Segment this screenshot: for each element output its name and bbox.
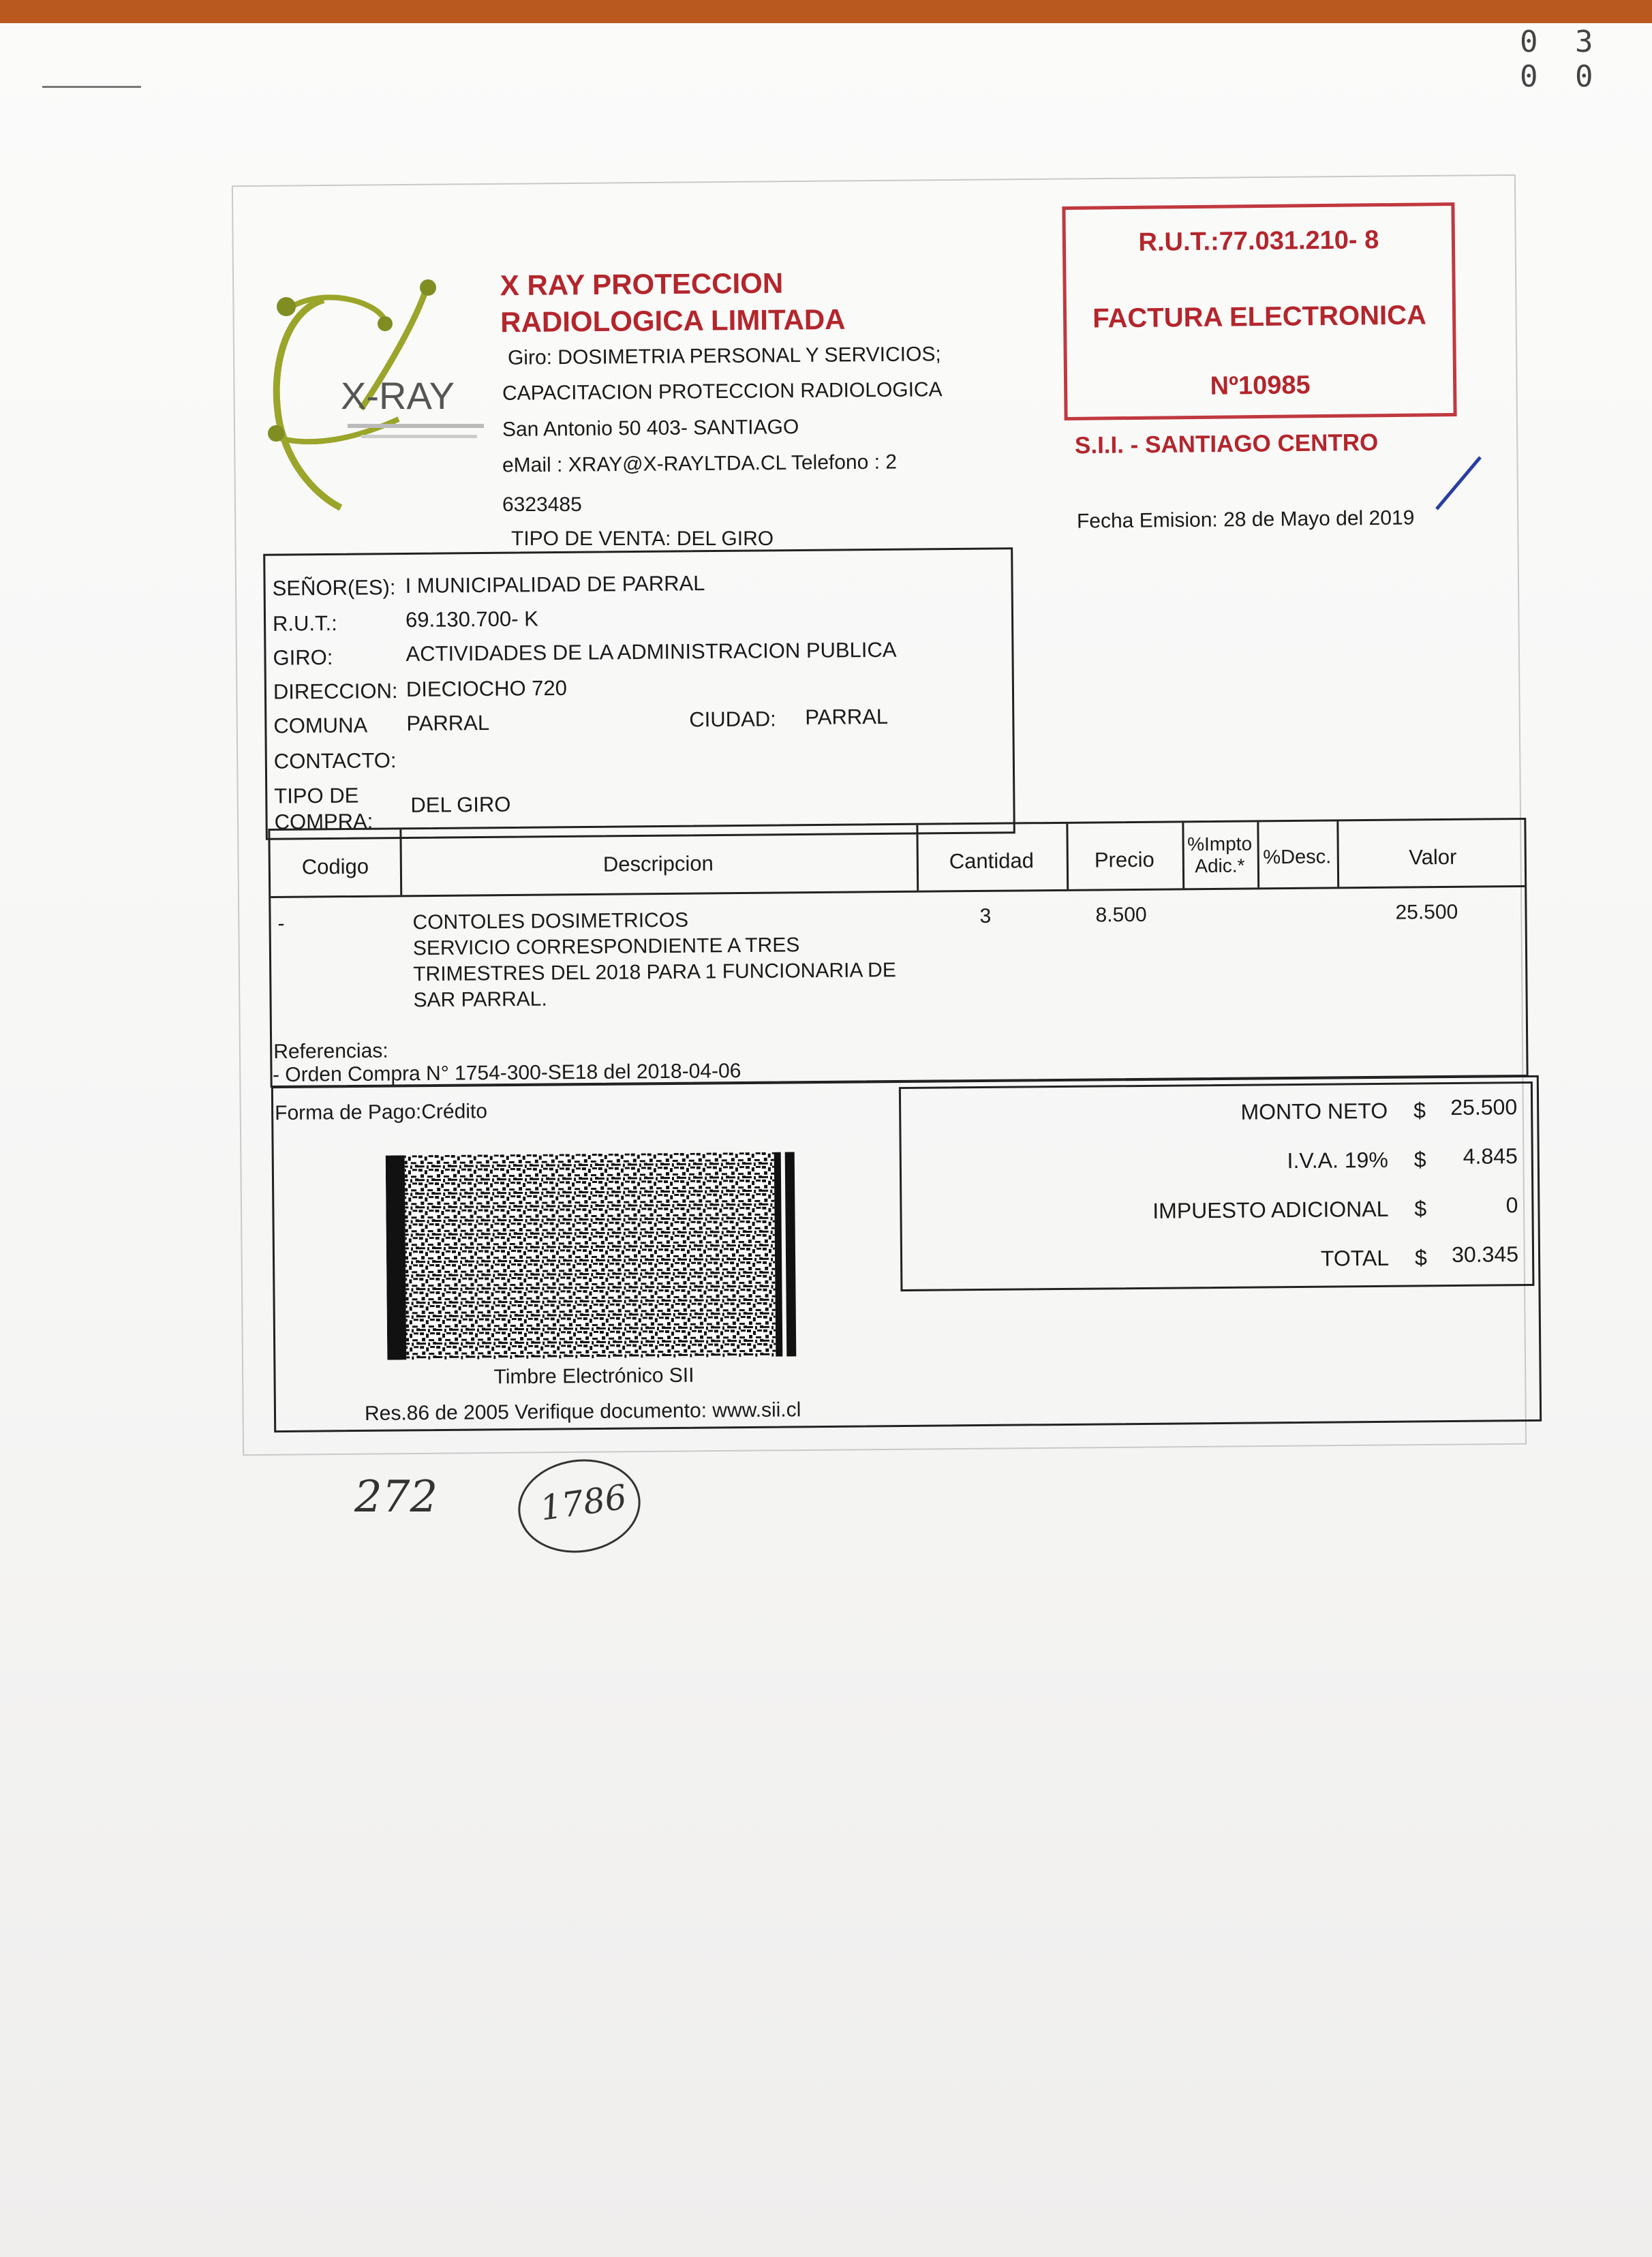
senor-value: I MUNICIPALIDAD DE PARRAL: [405, 571, 705, 598]
total-label: MONTO NETO: [1240, 1098, 1388, 1124]
row-descripcion-line: SAR PARRAL.: [413, 987, 547, 1012]
tipo-venta: TIPO DE VENTA: DEL GIRO: [511, 527, 774, 550]
check-mark: [1431, 453, 1486, 515]
company-email: eMail : XRAY@X-RAYLTDA.CL Telefono : 2: [502, 450, 898, 477]
total-value: 4.845: [1463, 1143, 1518, 1169]
company-giro-line2: CAPACITACION PROTECCION RADIOLOGICA: [502, 378, 943, 405]
page-number: 0 3 0 0: [1520, 25, 1603, 94]
total-label: I.V.A. 19%: [1287, 1147, 1388, 1173]
timbre-caption: Timbre Electrónico SII: [493, 1364, 694, 1389]
totals-box: [899, 1081, 1535, 1291]
company-phone: 6323485: [502, 493, 582, 516]
fecha-label: Fecha Emision:: [1076, 508, 1218, 533]
row-precio: 8.500: [1095, 903, 1147, 927]
timbre-res: Res.86 de 2005 Verifique documento: www.sii.cl: [364, 1398, 801, 1425]
referencia-item: - Orden Compra N° 1754-300-SE18 del 2018-04-06: [272, 1060, 741, 1086]
row-valor: 25.500: [1395, 900, 1458, 924]
total-label: IMPUESTO ADICIONAL: [1152, 1196, 1389, 1223]
giro-value: ACTIVIDADES DE LA ADMINISTRACION PUBLICA: [406, 637, 897, 666]
payment-box: [271, 1075, 1542, 1432]
rut-value: 69.130.700- K: [405, 607, 538, 632]
ciudad-value: PARRAL: [805, 704, 889, 729]
invoice-rut: R.U.T.:77.031.210- 8: [1138, 226, 1379, 257]
row-codigo: -: [277, 912, 285, 935]
company-name-line1: X RAY PROTECCION: [500, 266, 784, 302]
invoice-number: Nº10985: [1210, 371, 1311, 401]
giro-label: GIRO:: [273, 645, 333, 670]
xray-logo: [259, 273, 498, 518]
contacto-label: CONTACTO:: [273, 748, 397, 773]
col-header-desc: %Desc.: [1263, 846, 1332, 869]
senor-label: SEÑOR(ES):: [272, 575, 396, 600]
total-currency: $: [1414, 1245, 1428, 1270]
tipo-compra-value: DEL GIRO: [410, 792, 511, 817]
total-currency: $: [1413, 1147, 1426, 1172]
row-descripcion: [412, 906, 896, 1013]
col-header-valor: Valor: [1409, 844, 1457, 870]
total-label: TOTAL: [1320, 1245, 1390, 1271]
comuna-value: PARRAL: [406, 710, 490, 735]
timbre-barcode: [386, 1152, 804, 1360]
tipo-compra-label-line2: COMPRA:: [274, 809, 373, 834]
rut-label: R.U.T.:: [272, 611, 337, 636]
direccion-value: DIECIOCHO 720: [406, 675, 568, 701]
total-currency: $: [1414, 1196, 1427, 1221]
row-descripcion-line: SERVICIO CORRESPONDIENTE A TRES: [412, 934, 800, 960]
logo-text: X-RAY: [341, 374, 455, 417]
total-value: 30.345: [1452, 1242, 1519, 1268]
handwritten-circled-note: 1786: [537, 1477, 630, 1529]
company-address: San Antonio 50 403- SANTIAGO: [502, 416, 799, 441]
col-header-descripcion: Descripcion: [602, 851, 714, 876]
row-descripcion-line: CONTOLES DOSIMETRICOS: [412, 908, 689, 934]
tipo-compra-label-line1: TIPO DE: [274, 783, 359, 808]
col-header-impto-line1: %Impto: [1187, 833, 1253, 855]
total-value: 25.500: [1450, 1094, 1518, 1120]
ciudad-label: CIUDAD:: [689, 707, 776, 732]
sii-office: S.I.I. - SANTIAGO CENTRO: [1074, 429, 1379, 459]
col-header-precio: Precio: [1094, 847, 1154, 872]
fecha-value: 28 de Mayo del 2019: [1223, 506, 1415, 532]
comuna-label: COMUNA: [273, 713, 368, 738]
total-value: 0: [1505, 1193, 1518, 1218]
invoice-type: FACTURA ELECTRONICA: [1092, 300, 1427, 334]
company-giro-line1: Giro: DOSIMETRIA PERSONAL Y SERVICIOS;: [507, 343, 941, 369]
row-cantidad: 3: [979, 904, 992, 927]
col-header-cantidad: Cantidad: [949, 848, 1035, 874]
col-header-impto-line2: Adic.*: [1195, 855, 1245, 877]
col-header-impto: [1182, 833, 1257, 877]
direccion-label: DIRECCION:: [273, 679, 398, 704]
handwritten-circle: [512, 1452, 646, 1561]
company-name-line2: RADIOLOGICA LIMITADA: [500, 303, 846, 339]
items-table: [268, 818, 1528, 1088]
page-mark: [42, 86, 141, 88]
customer-box: [263, 547, 1015, 840]
row-descripcion-line: TRIMESTRES DEL 2018 PARA 1 FUNCIONARIA DE: [413, 959, 896, 986]
fecha-emision: [1077, 506, 1415, 533]
forma-pago: Forma de Pago:Crédito: [275, 1100, 488, 1125]
company-name: [500, 264, 846, 341]
header-divider: [271, 885, 1525, 898]
scan-edge: [0, 0, 1652, 23]
referencias-label: Referencias:: [273, 1039, 388, 1064]
col-header-codigo: Codigo: [301, 854, 369, 879]
rut-box: [1062, 202, 1456, 420]
total-currency: $: [1413, 1098, 1426, 1123]
handwritten-note: 272: [354, 1472, 438, 1522]
